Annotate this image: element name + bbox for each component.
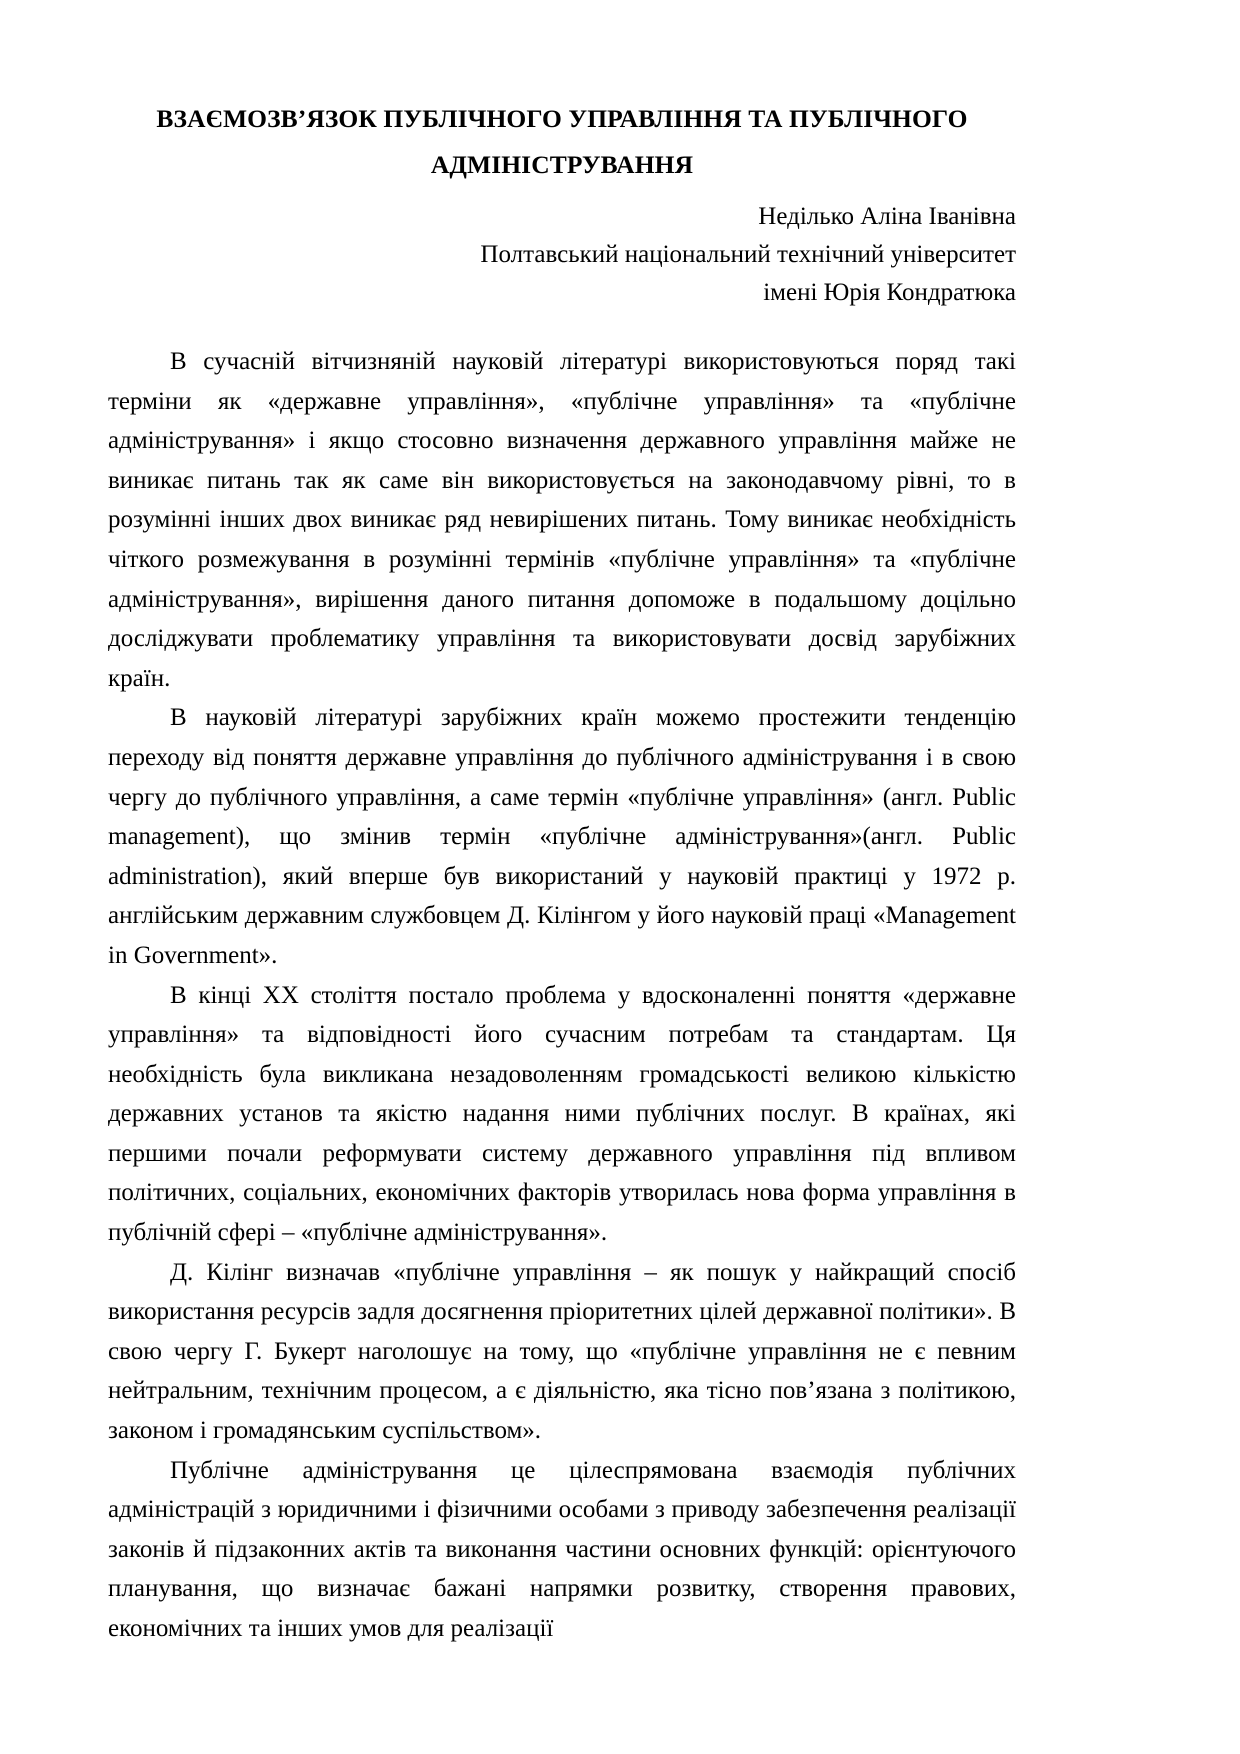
paragraph: В науковій літературі зарубіжних країн можемо простежити тенденцію переходу від поняття державне управління до публічного адміністрування і в свою чергу до публічного управління, а саме термін «публічне управління» (англ. Public management), що змінив термін «публічне адміністрування»(англ. Public administration), який вперше був використаний у науковій практиці у 1972 р. англійським державним службовцем Д. Кілінгом у його науковій праці «Management in Government». <box>108 704 1016 969</box>
author-name: Неділько Аліна Іванівна <box>758 203 1016 230</box>
author-affiliation-block <box>108 198 1016 312</box>
paragraph: В кінці XX століття постало проблема у вдосконаленні поняття «державне управління» та відповідності його сучасним потребам та стандартам. Ця необхідність була викликана незадоволенням громадськості великою кількістю державних установ та якістю надання ними публічних послуг. В країнах, які першими почали реформувати систему державного управління під впливом політичних, соціальних, економічних факторів утворилась нова форма управління в публічній сфері – «публічне адміністрування». <box>108 981 1016 1247</box>
paragraph: Д. Кілінг визначав «публічне управління – як пошук у найкращий спосіб використання ресурсів задля досягнення пріоритетних цілей державної політики». В свою чергу Г. Букерт наголошує на тому, що «публічне управління не є певним нейтральним, технічним процесом, а є діяльністю, яка тісно пов’язана з політикою, законом і громадянським суспільством». <box>108 1258 1016 1445</box>
paragraph: Публічне адміністрування це цілеспрямована взаємодія публічних адміністрацій з юридичними і фізичними особами з приводу забезпечення реалізації законів й підзаконних актів та виконання частини основних функцій: орієнтуючого планування, що визначає бажані напрямки розвитку, створення правових, економічних та інших умов для реалізації <box>108 1456 1016 1642</box>
affiliation-line-2: імені Юрія Кондратюка <box>763 279 1016 306</box>
paragraph: В сучасній вітчизняній науковій літературі використовуються поряд такі терміни як «державне управління», «публічне управління» та «публічне адміністрування» і якщо стосовно визначення державного управління майже не виникає питань так як саме він використовується на законодавчому рівні, то в розумінні інших двох виникає ряд невирішених питань. Тому виникає необхідність чіткого розмежування в розумінні термінів «публічне управління» та «публічне адміністрування», вирішення даного питання допоможе в подальшому доцільно досліджувати проблематику управління та використовувати досвід зарубіжних країн. <box>108 348 1016 692</box>
body-text <box>108 342 1016 1649</box>
page-content <box>108 96 1016 1649</box>
affiliation-line-1: Полтавський національний технічний університет <box>480 241 1016 268</box>
page-title: ВЗАЄМОЗВ’ЯЗОК ПУБЛІЧНОГО УПРАВЛІННЯ ТА ПУБЛІЧНОГО АДМІНІСТРУВАННЯ <box>156 104 968 179</box>
